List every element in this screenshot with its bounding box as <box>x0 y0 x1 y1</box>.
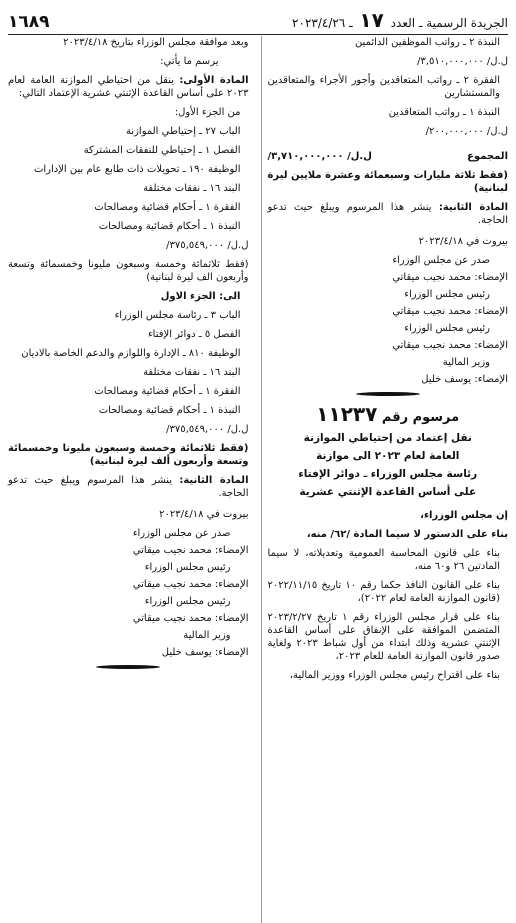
preamble-line: بناء على قرار مجلس الوزراء رقم ١ تاريخ ٢٠٢٣/٢/٢٧ المتضمن الموافقة على الإنفاق على أساس القاعدة الإثنتي عشرية وذلك ابتداء من أول شباط ٢٠٢٣ ولغاية صدور قانون الموازنة العامة للعام ٢٠٢٣، <box>267 612 501 662</box>
total-value: ل.ل/ ٣,٧١٠,٠٠٠,٠٠٠/ <box>267 151 372 162</box>
decree-heading <box>268 402 509 426</box>
issue-number: ١٧ <box>359 8 384 32</box>
issued-by: صدر عن مجلس الوزراء <box>132 528 231 539</box>
signature: الإمضاء: محمد نجيب ميقاتي <box>132 579 249 590</box>
budget-line: الوظيفة ١٩٠ ـ تحويلات ذات طابع عام بين الإدارات <box>33 164 241 175</box>
total-label: المجموع <box>467 151 508 162</box>
article-1-label: المادة الأولى: <box>179 75 249 86</box>
amount-line: ل.ل/ ٣٧٥,٥٤٩,٠٠٠/ <box>166 240 249 251</box>
section-separator <box>8 663 249 671</box>
budget-line: النبذة ١ ـ أحكام قضائية ومصالحات <box>98 221 241 232</box>
signature: الإمضاء: محمد نجيب ميقاتي <box>392 272 508 283</box>
article-1-text: ينقل من احتياطي الموازنة العامة لعام ٢٠٢٣ على أساس القاعدة الإثنتي عشرية الإعتماد التالي: <box>8 75 249 99</box>
to-part-heading: الى: الجزء الاول <box>160 291 241 302</box>
decrees-line: يرسم ما يأتي: <box>160 56 219 67</box>
amount-line: ل.ل/ ٢٠٠,٠٠٠,٠٠٠/ <box>425 126 508 137</box>
amount-line: ل.ل/ ٣,٥١٠,٠٠٠,٠٠٠/ <box>417 56 508 67</box>
budget-line: النبذة ١ ـ رواتب المتعاقدين <box>388 107 500 118</box>
budget-line: البند ١٦ ـ نفقات مختلفة <box>143 367 241 378</box>
budget-line: الفصل ٥ ـ دوائر الإفتاء <box>147 329 241 340</box>
article-2-text: ينشر هذا المرسوم ويبلغ حيث تدعو الحاجة. <box>267 202 508 226</box>
budget-line: الباب ٢٧ ـ إحتياطي الموازنة <box>125 126 241 137</box>
budget-line: النبذة ٢ ـ رواتب الموظفين الدائمين <box>354 37 500 48</box>
signature: الإمضاء: محمد نجيب ميقاتي <box>392 306 508 317</box>
journal-header-title <box>292 8 508 32</box>
budget-line: الفصل ١ ـ إحتياطي للنفقات المشتركة <box>83 145 241 156</box>
decree-title-line: رئاسة مجلس الوزراء ـ دوائر الإفتاء <box>298 468 478 480</box>
section-separator <box>268 390 509 398</box>
decree-number: ١١٢٣٧ <box>316 402 378 426</box>
right-column <box>261 36 509 923</box>
issue-date: ـ ٢٠٢٣/٤/٢٦ <box>292 16 353 30</box>
article-2-label: المادة الثانية: <box>179 475 249 486</box>
place-date: بيروت في ٢٠٢٣/٤/١٨ <box>159 509 249 520</box>
signatory-title: وزير المالية <box>183 630 231 641</box>
budget-line: البند ١٦ ـ نفقات مختلفة <box>143 183 241 194</box>
amount-words: (فقط ثلاثمائة وخمسة وسبعون مليونا وخمسمائة وتسعة وأربعون ألف ليرة لبنانية) <box>8 443 249 467</box>
budget-line: الوظيفة ٨١٠ ـ الإدارة واللوازم والدعم الخاصة بالاديان <box>21 348 241 359</box>
signature: الإمضاء: يوسف خليل <box>161 647 249 658</box>
amount-words: (فقط ثلاثمائة وخمسة وسبعون مليونا وخمسمائة وتسعة وأربعون الف ليرة لبنانية) <box>8 259 249 283</box>
decree-title-line: على أساس القاعدة الإثنتي عشرية <box>299 486 477 498</box>
page-number: ١٦٨٩ <box>8 12 50 32</box>
budget-line: الفقرة ٢ ـ رواتب المتعاقدين وأجور الأجراء والمتعاقدين والمستشارين <box>267 75 501 99</box>
issued-by: صدر عن مجلس الوزراء <box>392 255 490 266</box>
signature: الإمضاء: يوسف خليل <box>421 374 508 385</box>
signature: الإمضاء: محمد نجيب ميقاتي <box>132 613 249 624</box>
article-2-text: ينشر هذا المرسوم ويبلغ حيث تدعو الحاجة. <box>8 475 249 499</box>
decree-prefix: مرسوم رقم <box>381 410 460 425</box>
amount-line: ل.ل/ ٣٧٥,٥٤٩,٠٠٠/ <box>166 424 249 435</box>
budget-line: النبذة ١ ـ أحكام قضائية ومصالحات <box>98 405 241 416</box>
preamble-line: إن مجلس الوزراء، <box>420 510 508 521</box>
left-column <box>8 36 255 923</box>
journal-name: الجريدة الرسمية ـ العدد <box>390 16 508 30</box>
signatory-title: رئيس مجلس الوزراء <box>404 323 490 334</box>
total-words: (فقط ثلاثة مليارات وسبعمائة وعشرة ملايين ليرة لبنانية) <box>267 170 508 194</box>
article-1 <box>8 74 249 100</box>
signatory-title: رئيس مجلس الوزراء <box>144 562 231 573</box>
signature: الإمضاء: محمد نجيب ميقاتي <box>132 545 249 556</box>
approval-intro: وبعد موافقة مجلس الوزراء بتاريخ ٢٠٢٣/٤/١٨ <box>63 37 249 48</box>
preamble-line: بناء على القانون النافذ حكما رقم ١٠ تاريخ ٢٠٢٢/١١/١٥ (قانون الموازنة العامة لعام ٢٠٢٢)، <box>267 580 500 604</box>
from-part-heading: من الجزء الأول: <box>174 107 241 118</box>
preamble-line: بناء على قانون المحاسبة العمومية وتعديلاته، لا سيما المادتين ٢٦ و٦٠ منه، <box>267 548 500 572</box>
signatory-title: رئيس مجلس الوزراء <box>144 596 231 607</box>
decree-title-line: نقل إعتماد من إحتياطي الموازنة <box>303 432 472 444</box>
signatory-title: وزير المالية <box>442 357 490 368</box>
budget-line: الباب ٣ ـ رئاسة مجلس الوزراء <box>114 310 241 321</box>
decree-title-line: العامة لعام ٢٠٢٣ الى موازنة <box>316 450 460 462</box>
preamble-line: بناء على اقتراح رئيس مجلس الوزراء ووزير المالية، <box>289 670 500 681</box>
two-columns <box>8 36 508 923</box>
total-row <box>268 150 509 163</box>
place-date: بيروت في ٢٠٢٣/٤/١٨ <box>418 236 508 247</box>
signature: الإمضاء: محمد نجيب ميقاتي <box>392 340 508 351</box>
signatory-title: رئيس مجلس الوزراء <box>404 289 490 300</box>
budget-line: الفقرة ١ ـ أحكام قضائية ومصالحات <box>94 386 241 397</box>
budget-line: الفقرة ١ ـ أحكام قضائية ومصالحات <box>94 202 241 213</box>
page-header <box>8 6 508 35</box>
article-2 <box>268 201 509 227</box>
article-2 <box>8 474 249 500</box>
article-2-label: المادة الثانية: <box>438 202 508 213</box>
preamble-line: بناء على الدستور لا سيما المادة /٦٢/ منه، <box>306 529 508 540</box>
